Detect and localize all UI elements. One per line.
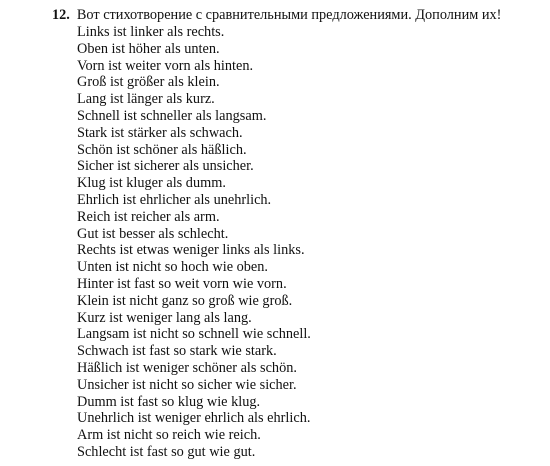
poem-line: Kurz ist weniger lang als lang.: [77, 309, 252, 326]
poem-line: Schwach ist fast so stark wie stark.: [77, 343, 277, 360]
poem-line: Sicher ist sicherer als unsicher.: [77, 158, 254, 175]
exercise-number: 12.: [52, 7, 70, 23]
poem-line: Arm ist nicht so reich wie reich.: [77, 427, 261, 444]
poem-line: Ehrlich ist ehrlicher als unehrlich.: [77, 191, 272, 208]
poem-line: Unten ist nicht so hoch wie oben.: [77, 259, 268, 276]
poem-line: Schlecht ist fast so gut wie gut.: [77, 443, 256, 460]
poem-line: Links ist linker als rechts.: [77, 24, 225, 40]
poem-line: Schön ist schöner als häßlich.: [77, 141, 247, 158]
poem-line: Lang ist länger als kurz.: [77, 91, 215, 108]
poem-line: Reich ist reicher als arm.: [77, 208, 220, 225]
poem-line: Dumm ist fast so klug wie klug.: [77, 393, 261, 410]
poem-line: Unsicher ist nicht so sicher wie sicher.: [77, 376, 297, 393]
poem: [77, 24, 311, 461]
poem-line: Klein ist nicht ganz so groß wie groß.: [77, 292, 293, 309]
poem-line: Häßlich ist weniger schöner als schön.: [77, 359, 297, 376]
poem-line: Rechts ist etwas weniger links als links.: [77, 242, 305, 259]
poem-line: Stark ist stärker als schwach.: [77, 124, 243, 141]
poem-line: Hinter ist fast so weit vorn wie vorn.: [77, 275, 287, 292]
poem-line: Vorn ist weiter vorn als hinten.: [77, 57, 254, 74]
poem-line: Oben ist höher als unten.: [77, 40, 220, 57]
exercise-instruction: Вот стихотворение с сравнительными предложениями. Дополним их!: [76, 7, 502, 23]
poem-line: Unehrlich ist weniger ehrlich als ehrlich.: [77, 410, 311, 427]
poem-line: Langsam ist nicht so schnell wie schnell.: [77, 326, 311, 343]
poem-line: Groß ist größer als klein.: [77, 74, 220, 91]
poem-line: Schnell ist schneller als langsam.: [77, 107, 267, 124]
poem-line: Gut ist besser als schlecht.: [77, 225, 229, 242]
exercise-header: [52, 6, 501, 24]
poem-line: Klug ist kluger als dumm.: [77, 175, 226, 192]
